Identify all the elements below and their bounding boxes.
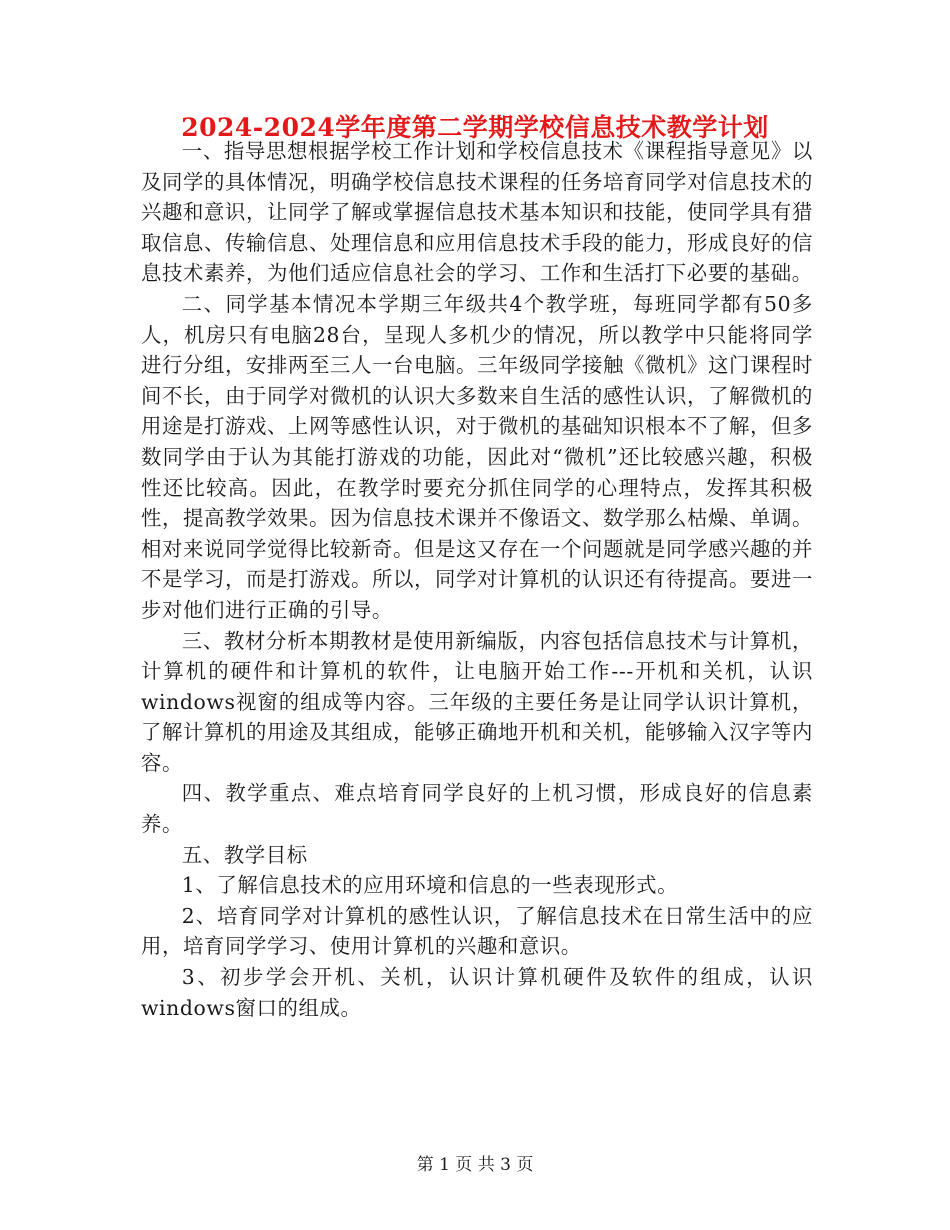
paragraph-teaching-goals-heading: 五、教学目标 <box>181 842 308 867</box>
document-body <box>141 136 813 1023</box>
paragraph-goal-2: 2、培育同学对计算机的感性认识，了解信息技术在日常生活中的应用，培育同学学习、使用计算机的兴趣和意识。 <box>141 903 813 959</box>
paragraph-textbook-analysis: 三、教材分析本期教材是使用新编版，内容包括信息技术与计算机，计算机的硬件和计算机的软件，让电脑开始工作---开机和关机，认识windows视窗的组成等内容。三年级的主要任务是让同学认识计算机，了解计算机的用途及其组成，能够正确地开机和关机，能够输入汉字等内容。 <box>141 628 813 775</box>
paragraph-student-situation: 二、同学基本情况本学期三年级共4个教学班，每班同学都有50多人，机房只有电脑28台，呈现人多机少的情况，所以教学中只能将同学进行分组，安排两至三人一台电脑。三年级同学接触《微机》这门课程时间不长，由于同学对微机的认识大多数来自生活的感性认识，了解微机的用途是打游戏、上网等感性认识，对于微机的基础知识根本不了解，但多数同学由于认为其能打游戏的功能，因此对“微机”还比较感兴趣，积极性还比较高。因此，在教学时要充分抓住同学的心理特点，发挥其积极性，提高教学效果。因为信息技术课并不像语文、数学那么枯燥、单调。相对来说同学觉得比较新奇。但是这又存在一个问题就是同学感兴趣的并不是学习，而是打游戏。所以，同学对计算机的认识还有待提高。要进一步对他们进行正确的引导。 <box>141 291 813 622</box>
paragraph-key-points: 四、教学重点、难点培育同学良好的上机习惯，形成良好的信息素养。 <box>141 781 813 837</box>
document-title: 2024-2024学年度第二学期学校信息技术教学计划 <box>181 113 769 142</box>
paragraph-guiding-ideology: 一、指导思想根据学校工作计划和学校信息技术《课程指导意见》以及同学的具体情况，明确学校信息技术课程的任务培育同学对信息技术的兴趣和意识，让同学了解或掌握信息技术基本知识和技能，使同学具有猎取信息、传输信息、处理信息和应用信息技术手段的能力，形成良好的信息技术素养，为他们适应信息社会的学习、工作和生活打下必要的基础。 <box>141 139 813 286</box>
paragraph-goal-3: 3、初步学会开机、关机，认识计算机硬件及软件的组成，认识windows窗口的组成。 <box>141 965 813 1020</box>
page-number-footer: 第 1 页 共 3 页 <box>416 1155 534 1175</box>
paragraph-goal-1: 1、了解信息技术的应用环境和信息的一些表现形式。 <box>181 873 679 898</box>
